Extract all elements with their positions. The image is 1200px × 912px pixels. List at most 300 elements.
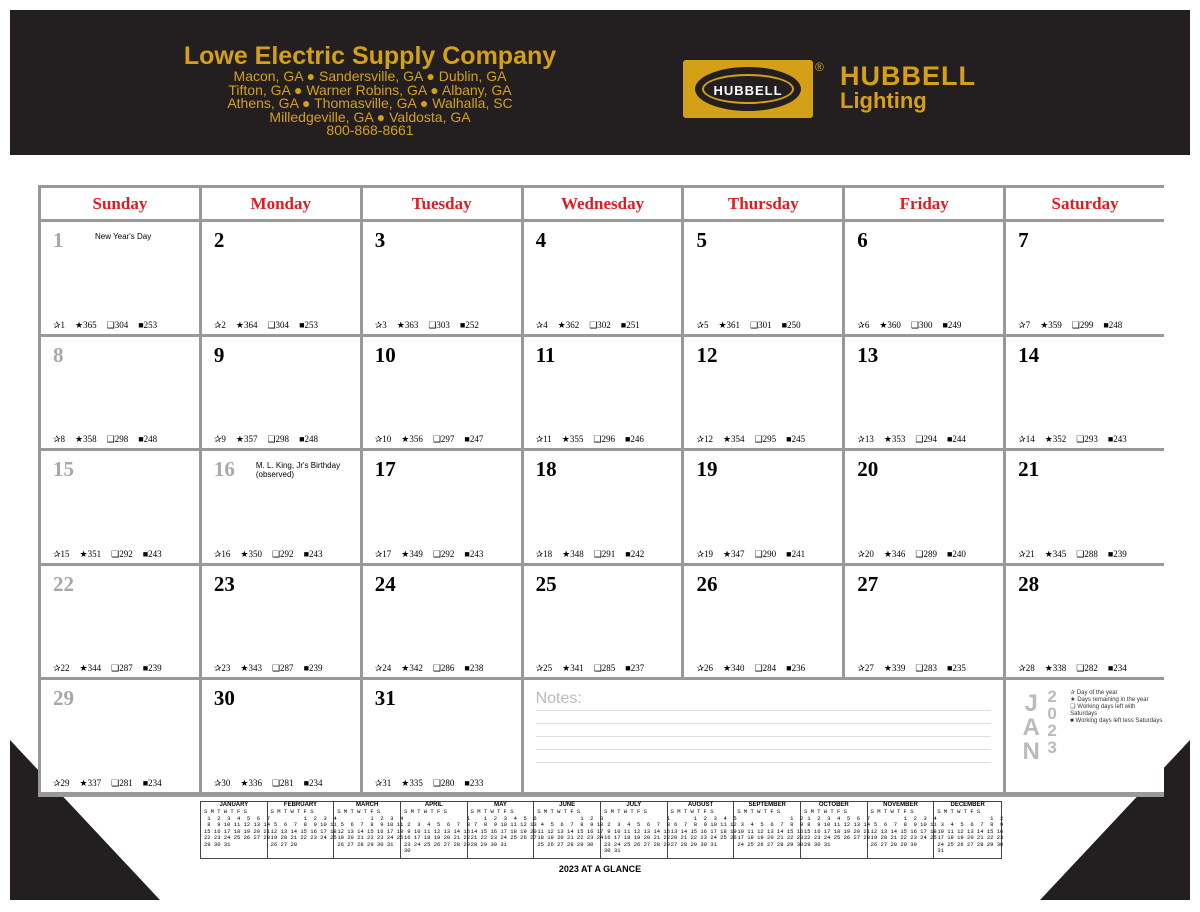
stat-value: ❑298 — [267, 434, 290, 445]
stat-value: ■240 — [947, 548, 966, 559]
day-cell — [41, 680, 199, 792]
day-cell — [524, 451, 682, 563]
mini-month-days: S M T W T F S 1 2 3 4 5 6 7 8 9 10 11 12 13 14 15 16 17 18 19 20 21 22 23 24 25 26 27 28 29 30 31 — [804, 808, 871, 848]
holiday-label: New Year's Day — [95, 232, 152, 241]
day-stats — [214, 549, 333, 560]
stat-value: ★336 — [240, 777, 262, 788]
day-stats — [375, 778, 494, 789]
day-number: 13 — [857, 342, 879, 367]
stat-value: ✰12 — [696, 434, 713, 445]
day-stats — [375, 549, 494, 560]
stat-value: ■246 — [624, 434, 644, 445]
stat-value: ★364 — [235, 319, 258, 330]
stat-value: ★346 — [883, 548, 906, 559]
mini-month — [334, 802, 404, 858]
stat-value: ❑287 — [271, 663, 294, 674]
stat-value: ❑299 — [1071, 319, 1094, 330]
stat-value: ✰1 — [53, 319, 66, 330]
stat-value: ■247 — [464, 434, 484, 445]
address-line: Macon, GA ● Sandersville, GA ● Dublin, GA — [233, 68, 507, 84]
mini-month — [201, 802, 271, 858]
day-cell — [845, 451, 1003, 563]
day-cell — [1006, 337, 1164, 449]
day-stats — [1018, 320, 1132, 331]
day-number: 16 — [213, 457, 235, 482]
day-number: 1 — [53, 228, 64, 252]
day-stats — [375, 663, 494, 674]
day-cell — [845, 337, 1003, 449]
notes-area[interactable] — [524, 680, 1004, 792]
holiday-label: M. L. King, Jr's Birthday (observed) — [255, 461, 341, 480]
brand-name — [840, 61, 976, 113]
notes-rule — [536, 710, 992, 711]
day-cell — [202, 337, 360, 449]
stat-value: ❑289 — [915, 548, 937, 559]
stat-value: ★360 — [879, 319, 901, 330]
calendar-grid — [38, 185, 1164, 797]
stat-value: ✰4 — [535, 319, 548, 330]
stat-value: ★338 — [1044, 663, 1067, 674]
stat-value: ❑294 — [915, 434, 937, 445]
day-cell — [363, 337, 521, 449]
day-number: 11 — [535, 342, 556, 367]
address-line: Athens, GA ● Thomasville, GA ● Walhalla, SC — [227, 95, 513, 112]
day-cell — [684, 337, 842, 449]
day-cell — [1006, 222, 1164, 334]
mini-month — [668, 802, 735, 858]
stat-value: ★342 — [401, 663, 423, 674]
mini-month-days: S M T W T F S 1 2 3 4 5 6 7 8 9 10 11 12 13 14 15 16 17 18 19 20 21 22 23 24 25 26 27 28 29 30 31 — [670, 808, 737, 848]
day-header-saturday: Saturday — [1006, 188, 1164, 219]
day-number: 31 — [374, 686, 396, 711]
legend-item: ■ Working days left less Saturdays — [1070, 718, 1163, 725]
mini-month-days: S M T W T F S 1 2 3 4 5 6 7 8 9 10 11 12 13 14 15 16 17 18 19 20 21 22 23 24 25 26 27 28 29 30 — [404, 808, 471, 854]
stat-value: ❑300 — [910, 319, 933, 330]
notes-rule — [536, 749, 992, 750]
day-stats — [536, 434, 654, 445]
stat-value: ■251 — [620, 319, 640, 330]
notes-label: Notes: — [535, 690, 582, 708]
stat-value: ■243 — [1107, 434, 1127, 445]
stat-value: ■244 — [947, 434, 966, 445]
year-digits — [1042, 688, 1062, 756]
day-number: 10 — [374, 342, 396, 367]
mini-month-name: DECEMBER — [950, 802, 985, 808]
stat-value: ✰29 — [53, 777, 70, 788]
day-number: 29 — [53, 686, 74, 711]
address-line: Tifton, GA ● Warner Robins, GA ● Albany, GA — [228, 81, 512, 98]
glance-label: 2023 AT A GLANCE — [558, 864, 642, 874]
year-at-a-glance — [200, 801, 1002, 859]
day-header-wednesday: Wednesday — [524, 188, 682, 219]
mini-month-days: S M T W T F S 1 2 3 4 5 6 7 8 9 10 11 12 13 14 15 16 17 18 19 20 21 22 23 24 25 26 27 28 — [270, 808, 337, 848]
day-number: 4 — [535, 228, 547, 252]
day-header-friday: Friday — [845, 188, 1003, 219]
stat-value: ■241 — [786, 548, 806, 559]
mini-month-name: MAY — [494, 802, 507, 808]
stat-value: ✰28 — [1018, 663, 1035, 674]
mini-month — [601, 802, 671, 858]
stat-value: ❑292 — [432, 548, 455, 559]
mini-month-days: S M T W T F S 1 2 3 4 5 6 7 8 9 10 11 12 13 14 15 16 17 18 19 20 21 22 23 24 25 26 27 28 29 30 — [737, 808, 804, 848]
stat-value: ✰27 — [857, 663, 874, 674]
stat-value: ■248 — [138, 434, 158, 445]
stat-value: ❑301 — [750, 319, 772, 330]
stat-value: ★341 — [562, 663, 584, 674]
stat-value: ✰9 — [213, 434, 226, 445]
mini-month-name: APRIL — [424, 802, 443, 808]
day-cell — [363, 451, 521, 563]
mini-month-name: MARCH — [355, 802, 379, 808]
day-number: 19 — [696, 457, 718, 482]
day-cell — [363, 566, 521, 678]
day-header-sunday: Sunday — [41, 188, 199, 219]
day-stats — [857, 549, 976, 560]
stat-value: ❑292 — [271, 548, 294, 559]
logo-word: HUBBELL — [713, 83, 783, 98]
year-digit: 2 — [1047, 721, 1057, 741]
stat-value: ■234 — [303, 777, 323, 788]
day-cell — [363, 680, 521, 792]
stat-value: ★361 — [718, 319, 741, 330]
stat-value: ❑293 — [1076, 434, 1098, 445]
mini-month-days: S M T W T F S 1 2 3 4 5 6 7 8 9 10 11 12 13 14 15 16 17 18 19 20 21 22 23 24 25 26 27 28 29 30 31 — [337, 808, 404, 848]
mini-month-name: FEBRUARY — [283, 802, 318, 808]
stat-value: ✰30 — [213, 777, 231, 788]
stat-value: ✰3 — [374, 319, 387, 330]
stat-value: ❑304 — [267, 319, 290, 330]
stat-value: ✰5 — [696, 319, 709, 330]
day-stats — [375, 434, 494, 445]
stat-value: ❑282 — [1076, 663, 1098, 674]
mini-month-name: SEPTEMBER — [748, 802, 786, 808]
stat-value: ✰21 — [1018, 548, 1035, 559]
day-number: 30 — [213, 686, 235, 711]
stat-value: ✰20 — [857, 548, 874, 559]
day-cell — [41, 566, 199, 678]
day-number: 17 — [374, 457, 396, 482]
day-number: 25 — [535, 571, 557, 596]
stat-value: ✰2 — [213, 319, 226, 330]
stat-value: ❑284 — [754, 663, 777, 674]
stat-value: ★353 — [883, 434, 906, 445]
day-header-thursday: Thursday — [684, 188, 842, 219]
day-cell — [202, 451, 360, 563]
mini-month-name: JULY — [626, 802, 642, 808]
day-stats — [1018, 434, 1137, 445]
legend-item: ★ Days remaining in the year — [1070, 697, 1149, 704]
mini-month-days: S M T W T F S 1 2 3 4 5 6 7 8 9 10 11 12 13 14 15 16 17 18 19 20 21 22 23 24 25 26 27 28 29 30 31 — [604, 808, 671, 854]
stat-value: ❑281 — [111, 777, 133, 788]
stat-value: ★362 — [557, 319, 580, 330]
stat-value: ★358 — [75, 434, 97, 445]
month-letter: J — [1024, 690, 1038, 718]
day-header-monday: Monday — [202, 188, 360, 219]
day-stats — [214, 434, 328, 445]
day-number: 6 — [857, 228, 868, 252]
stat-value: ❑296 — [593, 434, 615, 445]
year-digit: 3 — [1047, 738, 1057, 758]
day-stats — [375, 320, 489, 331]
stat-value: ★348 — [562, 548, 584, 559]
stat-value: ❑290 — [754, 548, 777, 559]
stat-value: ❑304 — [106, 319, 129, 330]
day-number: 21 — [1018, 457, 1040, 482]
day-number: 14 — [1018, 342, 1040, 367]
stat-value: ■236 — [786, 663, 806, 674]
day-stats — [536, 549, 655, 560]
notes-rule — [536, 762, 992, 763]
stat-value: ★356 — [401, 434, 423, 445]
stat-value: ★343 — [240, 663, 262, 674]
day-cell — [684, 222, 842, 334]
logo-oval — [695, 67, 801, 111]
stat-value: ✰31 — [374, 777, 392, 788]
stat-value: ❑302 — [589, 319, 611, 330]
day-stats — [696, 663, 815, 674]
stat-value: ★345 — [1044, 548, 1067, 559]
legend-item: ✰ Day of the year — [1070, 690, 1118, 697]
stat-value: ■234 — [1107, 663, 1127, 674]
day-header-tuesday: Tuesday — [363, 188, 521, 219]
day-stats — [696, 434, 815, 445]
stat-value: ■233 — [464, 777, 484, 788]
day-stats — [214, 663, 333, 674]
mini-month-name: JUNE — [559, 802, 576, 808]
stat-value: ✰15 — [53, 548, 70, 559]
stat-value: ★354 — [722, 434, 745, 445]
stat-value: ✰22 — [53, 663, 70, 674]
mini-month-days: S M T W T F S 1 2 3 4 5 6 7 8 9 10 11 12 13 14 15 16 17 18 19 20 21 22 23 24 25 26 27 28 29 30 31 — [937, 808, 1004, 854]
stat-value: ❑291 — [593, 548, 616, 559]
stat-value: ✰6 — [857, 319, 870, 330]
mini-month — [268, 802, 335, 858]
stat-value: ■243 — [464, 548, 484, 559]
stat-value: ✰8 — [53, 434, 66, 445]
stat-value: ■238 — [464, 663, 484, 674]
mini-month-days: S M T W T F S 1 2 3 4 5 6 7 8 9 10 11 12 13 14 15 16 17 18 19 20 21 22 23 24 25 26 27 28 29 30 31 — [204, 808, 271, 848]
stat-value: ★335 — [401, 777, 423, 788]
day-number: 3 — [374, 228, 386, 252]
day-cell — [202, 680, 360, 792]
mini-month — [801, 802, 871, 858]
day-cell — [845, 566, 1003, 678]
stat-value: ★349 — [401, 548, 423, 559]
day-stats — [696, 320, 810, 331]
day-number: 20 — [857, 457, 879, 482]
day-stats — [53, 434, 167, 445]
month-letter: A — [1022, 714, 1040, 742]
company-block — [160, 42, 580, 138]
day-stats — [53, 778, 172, 789]
stat-value: ★339 — [883, 663, 906, 674]
stat-value: ✰10 — [374, 434, 392, 445]
company-name: Lowe Electric Supply Company — [183, 42, 557, 70]
stat-value: ❑292 — [111, 548, 133, 559]
day-number: 7 — [1018, 228, 1029, 252]
stat-value: ■243 — [142, 548, 162, 559]
day-number: 2 — [213, 228, 225, 252]
stat-value: ❑298 — [106, 434, 129, 445]
day-stats — [857, 663, 976, 674]
stat-value: ★344 — [79, 663, 102, 674]
stat-value: ❑295 — [754, 434, 777, 445]
day-stats — [214, 778, 333, 789]
day-cell — [41, 222, 199, 334]
day-stats — [53, 663, 172, 674]
stat-value: ■239 — [1107, 548, 1127, 559]
year-digit: 0 — [1047, 704, 1057, 724]
mini-month-name: AUGUST — [687, 802, 714, 808]
stat-value: ✰17 — [374, 548, 392, 559]
stat-value: ★350 — [240, 548, 262, 559]
month-year-block — [1006, 680, 1164, 792]
mini-month — [868, 802, 935, 858]
stat-value: ★355 — [561, 434, 584, 445]
stat-value: ★351 — [79, 548, 102, 559]
stat-value: ■252 — [459, 319, 479, 330]
day-stats — [214, 320, 328, 331]
stat-value: ★337 — [79, 777, 102, 788]
day-number: 26 — [696, 571, 718, 596]
day-cell — [524, 337, 682, 449]
mini-month-name: NOVEMBER — [883, 802, 918, 808]
address-line: Milledgeville, GA ● Valdosta, GA — [269, 108, 471, 125]
stat-value: ❑280 — [432, 777, 455, 788]
mini-month — [934, 802, 1004, 858]
day-cell — [1006, 451, 1164, 563]
day-cell — [524, 566, 682, 678]
stat-value: ❑283 — [915, 663, 937, 674]
day-number: 15 — [53, 457, 74, 482]
day-stats — [857, 434, 976, 445]
day-stats — [536, 663, 655, 674]
stat-value: ■253 — [299, 319, 318, 330]
hubbell-logo — [683, 60, 813, 118]
stat-value: ✰16 — [213, 548, 231, 559]
day-number: 28 — [1018, 571, 1040, 596]
day-stats — [696, 549, 815, 560]
day-stats — [53, 320, 167, 331]
day-number: 27 — [857, 571, 879, 596]
stat-value: ❑286 — [432, 663, 455, 674]
day-cell — [524, 222, 682, 334]
stat-value: ★365 — [75, 319, 97, 330]
stat-value: ✰14 — [1018, 434, 1035, 445]
mini-month-name: JANUARY — [219, 802, 249, 808]
stat-value: ❑287 — [111, 663, 133, 674]
day-number: 9 — [213, 342, 225, 367]
day-stats — [53, 549, 172, 560]
day-stats — [857, 320, 971, 331]
day-cell — [363, 222, 521, 334]
stat-value: ■253 — [138, 319, 158, 330]
mini-month — [468, 802, 535, 858]
stat-value: ✰7 — [1018, 319, 1031, 330]
stat-value: ✰18 — [535, 548, 553, 559]
stat-value: ■248 — [299, 434, 318, 445]
stat-value: ❑297 — [432, 434, 455, 445]
day-number: 23 — [213, 571, 235, 596]
stat-value: ❑285 — [593, 663, 616, 674]
day-number: 22 — [53, 571, 74, 596]
day-stats — [1018, 549, 1137, 560]
day-number: 24 — [374, 571, 396, 596]
day-number: 18 — [535, 457, 557, 482]
stat-value: ★340 — [722, 663, 745, 674]
stat-value: ■239 — [142, 663, 162, 674]
day-number: 5 — [696, 228, 707, 252]
brand-line-2: Lighting — [840, 88, 927, 113]
brand-line-1: HUBBELL — [840, 61, 976, 91]
day-cell — [684, 451, 842, 563]
stat-value: ❑303 — [428, 319, 450, 330]
stats-legend — [1070, 690, 1164, 725]
mini-month — [534, 802, 604, 858]
stat-value: ✰13 — [857, 434, 874, 445]
stat-value: ✰25 — [535, 663, 553, 674]
day-stats — [536, 320, 650, 331]
month-letter: N — [1022, 738, 1040, 766]
day-cell — [202, 566, 360, 678]
stat-value: ■235 — [947, 663, 966, 674]
day-stats — [1018, 663, 1137, 674]
mini-month-days: S M T W T F S 1 2 3 4 5 6 7 8 9 10 11 12 13 14 15 16 17 18 19 20 21 22 23 24 25 26 27 28 29 30 31 — [470, 808, 537, 848]
stat-value: ✰26 — [696, 663, 713, 674]
stat-value: ■245 — [786, 434, 806, 445]
stat-value: ■248 — [1103, 319, 1123, 330]
day-number: 12 — [696, 342, 718, 367]
stat-value: ■243 — [303, 548, 323, 559]
notes-rule — [536, 736, 992, 737]
stat-value: ✰23 — [213, 663, 231, 674]
stat-value: ★357 — [235, 434, 258, 445]
registered-mark: ® — [815, 60, 824, 74]
stat-value: ★363 — [396, 319, 419, 330]
day-cell — [41, 451, 199, 563]
mini-month-days: S M T W T F S 1 2 3 4 5 6 7 8 9 10 11 12 13 14 15 16 17 18 19 20 21 22 23 24 25 26 27 28 29 30 — [537, 808, 604, 848]
stat-value: ✰24 — [374, 663, 392, 674]
year-digit: 2 — [1047, 687, 1057, 707]
day-cell — [684, 566, 842, 678]
stat-value: ★359 — [1040, 319, 1062, 330]
day-number: 8 — [53, 342, 64, 367]
header-banner — [10, 10, 1190, 155]
stat-value: ✰19 — [696, 548, 713, 559]
stat-value: ✰11 — [535, 434, 552, 445]
mini-month-name: OCTOBER — [818, 802, 849, 808]
stat-value: ■234 — [142, 777, 162, 788]
day-cell — [1006, 566, 1164, 678]
day-cell — [41, 337, 199, 449]
stat-value: ❑288 — [1076, 548, 1098, 559]
stat-value: ❑281 — [271, 777, 294, 788]
stat-value: ■242 — [625, 548, 645, 559]
mini-month — [401, 802, 471, 858]
stat-value: ■239 — [303, 663, 323, 674]
stat-value: ■250 — [781, 319, 801, 330]
legend-item: ❑ Working days left with Saturdays — [1070, 704, 1136, 718]
mini-month-days: S M T W T F S 1 2 3 4 5 6 7 8 9 10 11 12 13 14 15 16 17 18 19 20 21 22 23 24 25 26 27 28 29 30 — [870, 808, 937, 848]
mini-month — [734, 802, 804, 858]
day-cell — [202, 222, 360, 334]
stat-value: ■237 — [625, 663, 645, 674]
stat-value: ★347 — [722, 548, 745, 559]
stat-value: ■249 — [942, 319, 962, 330]
day-cell — [845, 222, 1003, 334]
phone-number: 800-868-8661 — [326, 122, 414, 139]
stat-value: ★352 — [1044, 434, 1067, 445]
